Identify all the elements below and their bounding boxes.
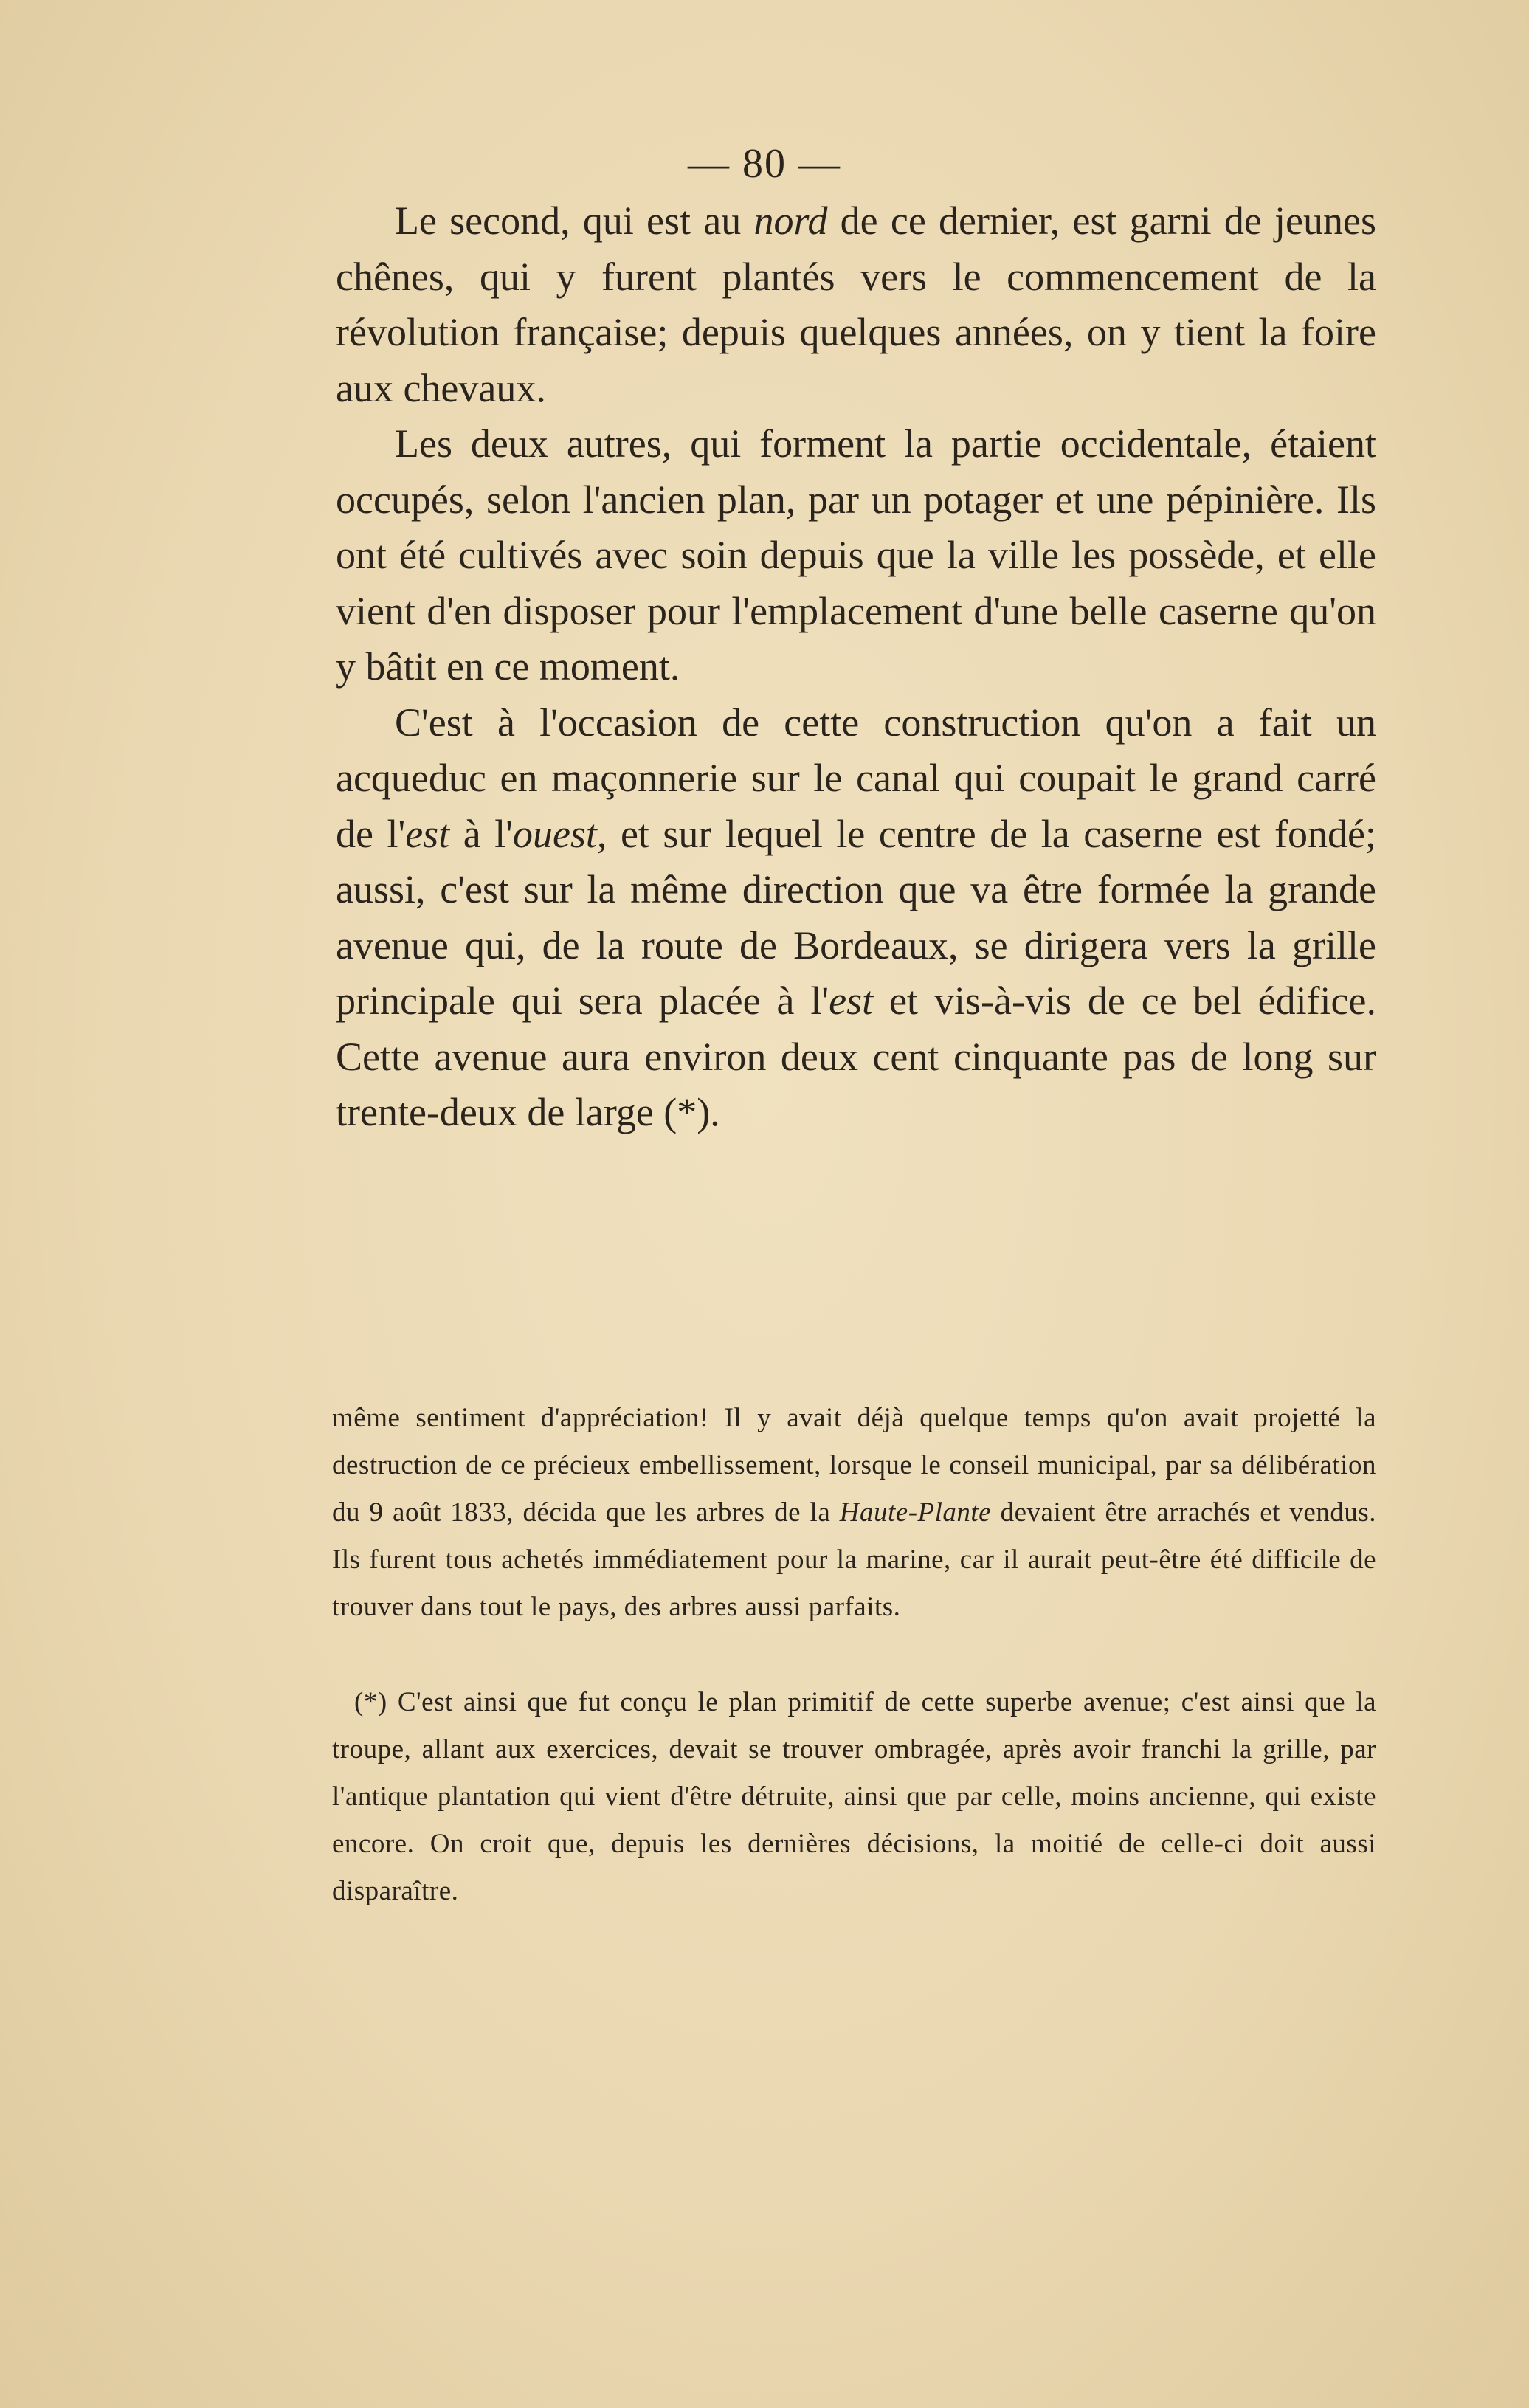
paragraph-second-square	[336, 193, 1376, 416]
text-run: même sentiment d'appréciation! Il y avait déjà quelque temps qu'on avait projetté la destruction de ce précieux embellissement, lorsque le conseil municipal, par sa délibération du 9 août 1833, décida que les arbres de la	[332, 1403, 1376, 1528]
text-run: Le second, qui est au	[395, 199, 754, 243]
italic-run: est	[829, 979, 874, 1023]
text-run: (*) C'est ainsi que fut conçu le plan primitif de cette superbe avenue; c'est ainsi que la troupe, allant aux exercices, devait se trouver ombragée, après avoir franchi la grille, par l'antique plantation qui vient d'être détruite, ainsi que par celle, moins ancienne, qui existe encore. On croit que, depuis les dernières décisions, la moitié de celle-ci doit aussi disparaître.	[332, 1687, 1376, 1906]
text-run: Les deux autres, qui forment la partie occidentale, étaient occupés, selon l'ancien plan, par un potager et une pépinière. Ils ont été cultivés avec soin depuis que la ville les possède, et elle vient d'en disposer pour l'emplacement d'une belle caserne qu'on y bâtit en ce moment.	[336, 421, 1376, 689]
paragraph-western-part	[336, 416, 1376, 695]
italic-run: est	[405, 811, 450, 856]
text-run: de ce dernier, est garni de jeunes chênes, qui y furent plantés vers le commencement de la révolution française; depuis quelques années, on y tient la foire aux chevaux.	[336, 199, 1376, 410]
text-run: , et sur lequel le centre de la caserne est fondé; aussi, c'est sur la même direction que va être formée la grande avenue qui, de la route de Bordeaux, se dirigera vers la grille principale qui sera placée à l'	[336, 811, 1377, 1023]
text-run: à l'	[449, 811, 513, 856]
italic-run: Haute-Plante	[839, 1497, 992, 1528]
italic-run: ouest	[512, 811, 597, 856]
footnote-star	[332, 1679, 1376, 1915]
text-run: devaient être arrachés et vendus. Ils furent tous achetés immédiatement pour la marine, car il aurait peut-être été difficile de trouver dans tout le pays, des arbres aussi parfaits.	[332, 1497, 1376, 1622]
italic-run: nord	[753, 199, 828, 243]
main-text	[336, 193, 1376, 1141]
paragraph-aqueduct	[336, 695, 1376, 1141]
text-run: et vis-à-vis de ce bel édifice. Cette avenue aura environ deux cent cinquante pas de long sur trente-deux de large (*).	[336, 979, 1376, 1134]
text-run: C'est à l'occasion de cette construction qu'on a fait un acqueduc en maçonnerie sur le canal qui coupait le grand carré de l'	[336, 700, 1376, 856]
page-number: — 80 —	[688, 141, 841, 187]
footnote-continued	[332, 1395, 1376, 1631]
